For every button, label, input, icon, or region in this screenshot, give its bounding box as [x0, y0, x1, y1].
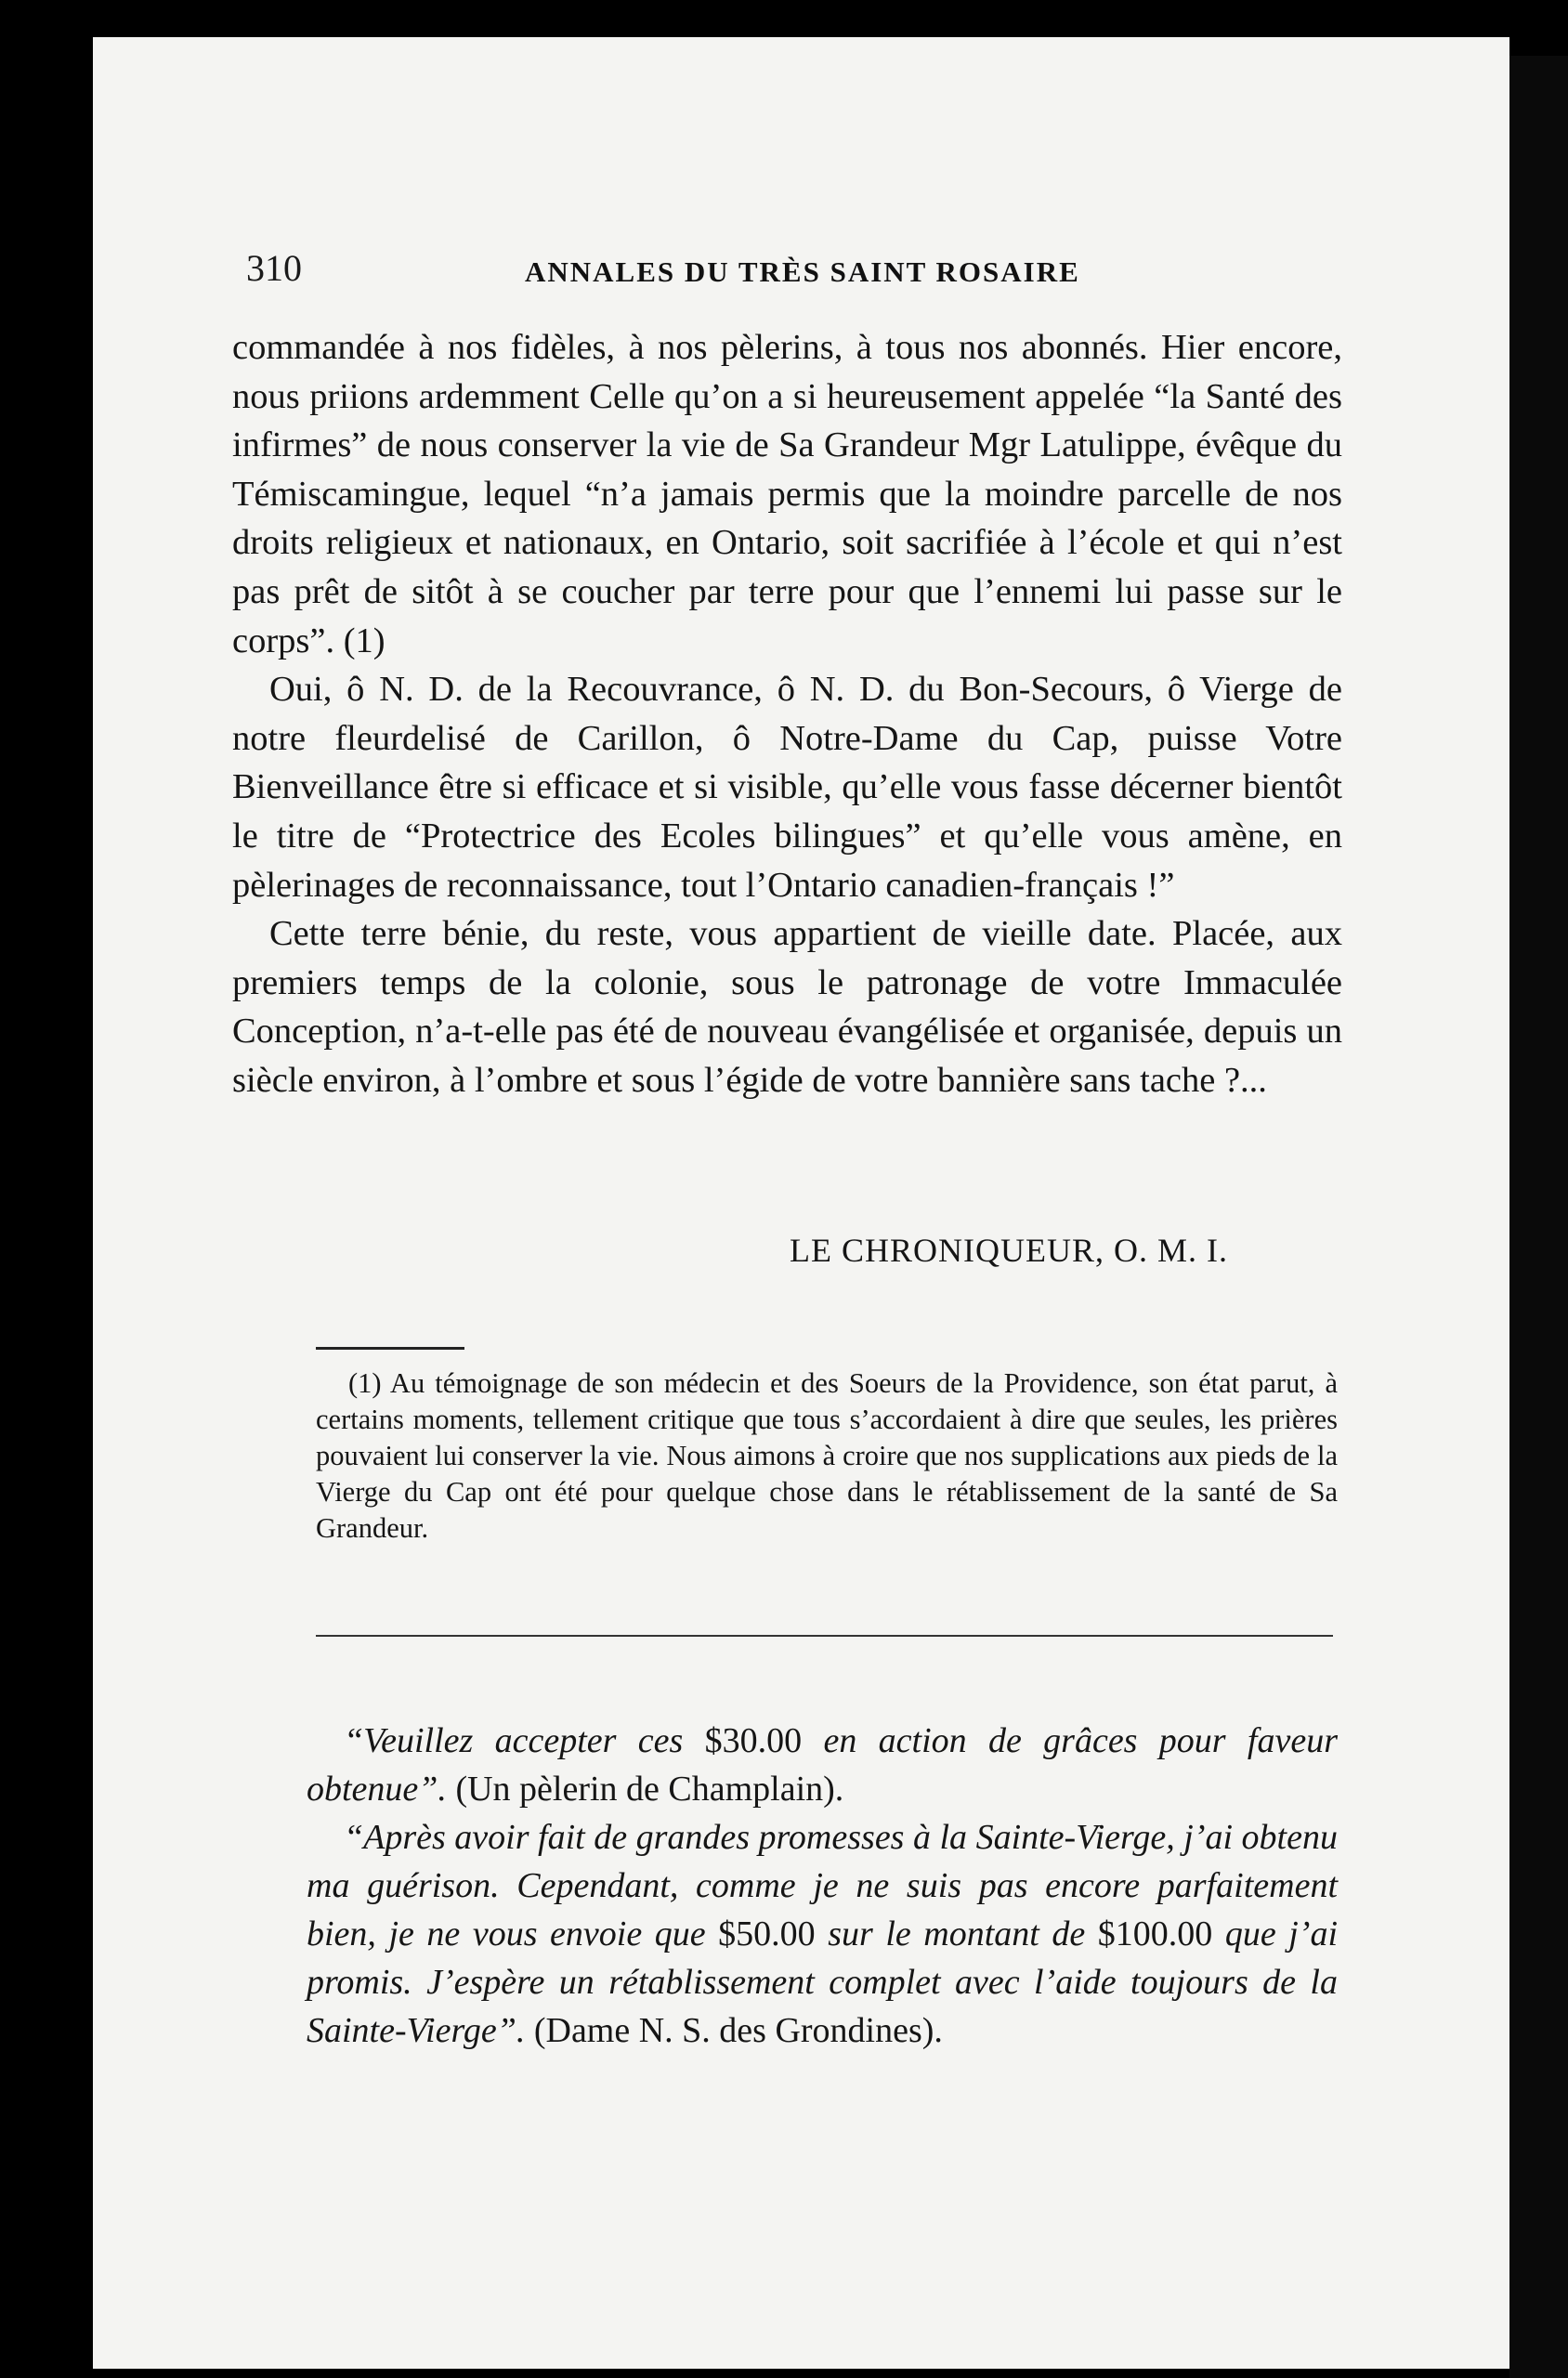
testimonial-1-quote: “Veuillez accepter ces: [344, 1721, 684, 1760]
paragraph-2: Oui, ô N. D. de la Recouvrance, ô N. D. du Bon-Secours, ô Vierge de notre fleurdelisé de Carillon, ô Notre-Dame du Cap, puisse Votre Bienveillance être si efficace et si visible, qu’elle vous fasse décerner bientôt le titre de “Protectrice des Ecoles bilingues” et qu’elle vous amène, en pèlerinages de reconnaissance, tout l’Ontario canadien-français !”: [232, 670, 1342, 905]
section-divider: [316, 1635, 1333, 1637]
footnote: (1) Au témoignage de son médecin et des Soeurs de la Providence, son état parut, à certains moments, tellement critique que tous s’accordaient à dire que seules, les prières pouvaient lui conserver la vie. Nous aimons à croire que nos supplications aux pieds de la Vierge du Cap ont été pour quelque chose dans le rétablissement de la santé de Sa Grandeur.: [316, 1367, 1338, 1544]
testimonial-1-source: (Un pèlerin de Champlain).: [455, 1770, 844, 1809]
testimonial-1: [307, 1717, 1338, 1813]
testimonial-2-quote: “Après avoir fait de grandes promesses à la Sainte-Vierge, j’ai obtenu ma guérison. Cependant, comme je ne suis pas encore parfaitement bien, je ne vous envoie que: [307, 1818, 1338, 1953]
scan-edge: [1509, 56, 1568, 2378]
testimonial-1-rest: en action de grâces pour faveur obtenue”.: [307, 1721, 1338, 1809]
running-head: ANNALES DU TRÈS SAINT ROSAIRE: [525, 255, 1080, 288]
main-text: [232, 323, 1342, 1105]
testimonial-2-source: (Dame N. S. des Grondines).: [533, 2011, 943, 2050]
testimonial-2-amount: $50.00: [718, 1914, 816, 1953]
footnote-divider: [316, 1347, 464, 1350]
testimonial-2-rest: que j’ai promis. J’espère un rétablissement complet avec l’aide toujours de la Sainte-Vierge”.: [307, 1914, 1339, 2050]
testimonial-2-amount2: $100.00: [1097, 1914, 1213, 1953]
testimonial-1-amount: $30.00: [704, 1721, 803, 1760]
testimonial-2-mid: sur le montant de: [828, 1914, 1086, 1953]
testimonials: [307, 1717, 1338, 2055]
signature: LE CHRONIQUEUR, O. M. I.: [790, 1232, 1228, 1269]
testimonial-2: [307, 1813, 1338, 2055]
page-header: [246, 237, 1175, 293]
page-number: 310: [246, 247, 302, 289]
paragraph-3: Cette terre bénie, du reste, vous appartient de vieille date. Placée, aux premiers temps de la colonie, sous le patronage de votre Immaculée Conception, n’a-t-elle pas été de nouveau évangélisée et organisée, depuis un siècle environ, à l’ombre et sous l’égide de votre bannière sans tache ?...: [232, 914, 1342, 1100]
paragraph-1: commandée à nos fidèles, à nos pèlerins, à tous nos abonnés. Hier encore, nous priions ardemment Celle qu’on a si heureusement appelée “la Santé des infirmes” de nous conserver la vie de Sa Grandeur Mgr Latulippe, évêque du Témiscamingue, lequel “n’a jamais permis que la moindre parcelle de nos droits religieux et nationaux, en Ontario, soit sacrifiée à l’école et qui n’est pas prêt de sitôt à se coucher par terre pour que l’ennemi lui passe sur le corps”. (1): [232, 328, 1342, 660]
